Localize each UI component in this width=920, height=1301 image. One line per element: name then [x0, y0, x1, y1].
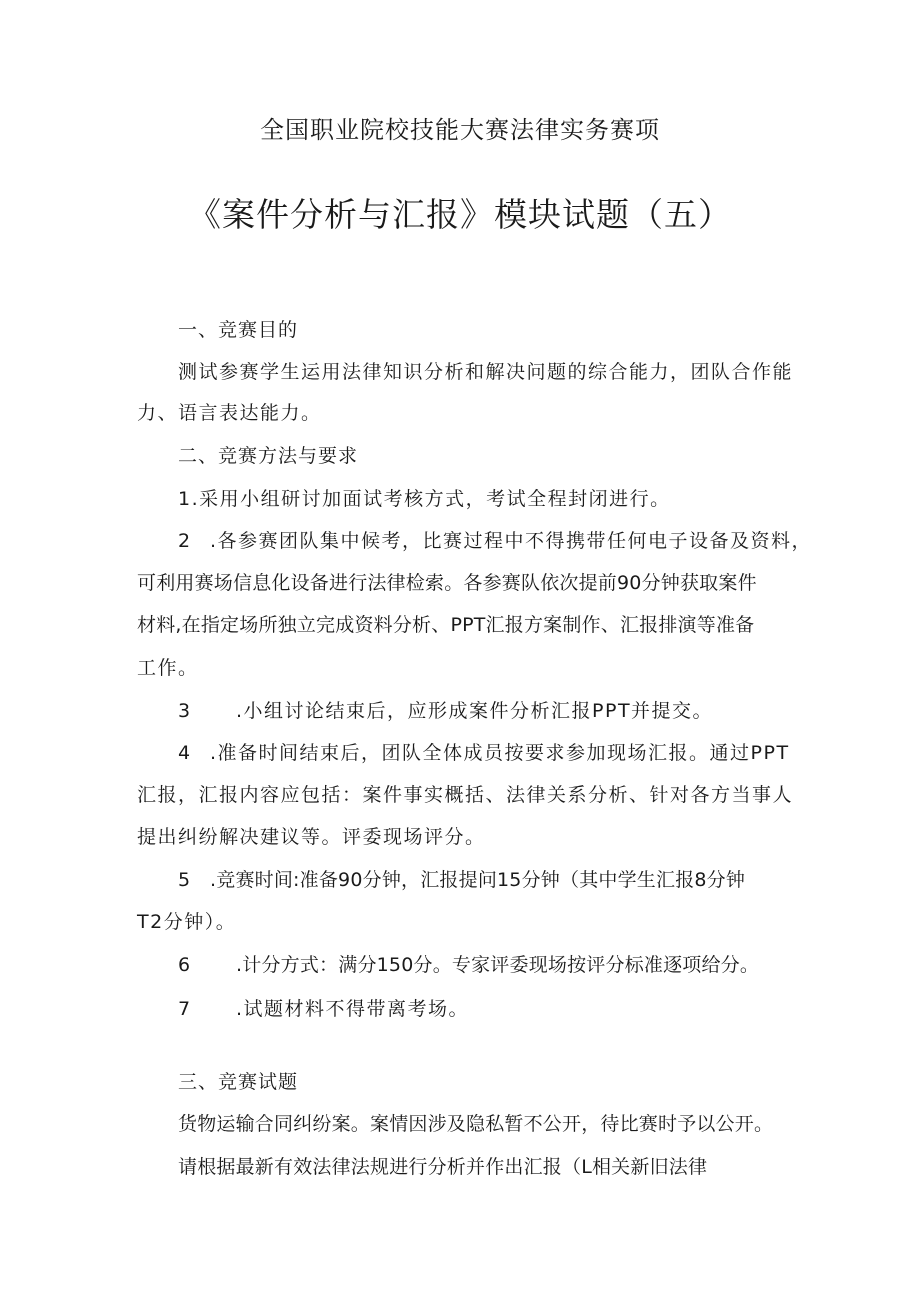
item3-number: 3	[178, 700, 192, 722]
item4-text-line1: .准备时间结束后，团队全体成员按要求参加现场汇报。通过PPT	[210, 742, 790, 764]
item2-number: 2	[178, 530, 192, 552]
section2-item3	[178, 696, 713, 726]
section1-para-line1: 测试参赛学生运用法律知识分析和解决问题的综合能力，团队合作能	[178, 361, 794, 383]
section2-item2-line4: 工作。	[137, 657, 199, 679]
section2-item4-line3: 提出纠纷解决建议等。评委现场评分。	[137, 826, 486, 848]
section2-item2-line3: 材料,在指定场所独立完成资料分析、PPT汇报方案制作、汇报排演等准备	[137, 614, 755, 636]
item5-text-line1: .竞赛时间:准备90分钟，汇报提问15分钟（其中学生汇报8分钟	[210, 869, 746, 891]
section2-heading: 二、竞赛方法与要求	[178, 445, 359, 467]
item3-text: .小组讨论结束后，应形成案件分析汇报PPT并提交。	[236, 700, 714, 722]
section2-item7	[178, 994, 469, 1024]
item6-number: 6	[178, 954, 191, 976]
document-title-line2: 《案件分析与汇报》模块试题（五）	[188, 195, 732, 234]
section2-item6	[178, 950, 759, 980]
section2-item5-line1	[178, 865, 745, 895]
section2-item5-line2: T2分钟）。	[137, 911, 237, 933]
item7-number: 7	[178, 998, 192, 1020]
section2-item4-line2: 汇报，汇报内容应包括：案件事实概括、法律关系分析、针对各方当事人	[137, 784, 794, 806]
section3-line2: 请根据最新有效法律法规进行分析并作出汇报（L相关新旧法律	[178, 1156, 708, 1178]
item6-text: .计分方式：满分150分。专家评委现场按评分标准逐项给分。	[236, 954, 760, 976]
section2-item1: 1.采用小组研讨加面试考核方式，考试全程封闭进行。	[178, 488, 671, 510]
section3-line1: 货物运输合同纠纷案。案情因涉及隐私暂不公开，待比赛时予以公开。	[178, 1113, 774, 1135]
section1-para-line2: 力、语言表达能力。	[137, 402, 322, 424]
item2-text-line1: .各参赛团队集中候考，比赛过程中不得携带任何电子设备及资料，	[210, 530, 813, 552]
section1-heading: 一、竞赛目的	[178, 319, 299, 341]
document-title-line1: 全国职业院校技能大赛法律实务赛项	[260, 116, 660, 144]
section3-heading: 三、竞赛试题	[178, 1071, 299, 1093]
item7-text: .试题材料不得带离考场。	[236, 998, 470, 1020]
section2-item4-line1	[178, 738, 790, 768]
item4-number: 4	[178, 742, 192, 764]
item5-number: 5	[178, 869, 191, 891]
section2-item2-line2: 可利用赛场信息化设备进行法律检索。各参赛队依次提前90分钟获取案件	[137, 572, 757, 594]
section2-item2-line1	[178, 526, 812, 556]
